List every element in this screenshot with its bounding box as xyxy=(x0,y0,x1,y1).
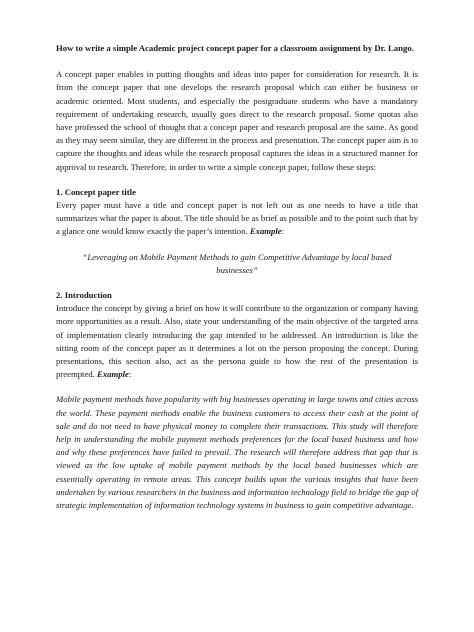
section-text: Introduce the concept by giving a brief on how it will contribute to the organization or company having more opportunities as a result. Also, state your understanding of the main objective of the targeted area of implementation clearly introducing the gap intended to be addressed. An introduction is like the sitting room of the concept paper as it determines a lot on the person proposing the concept. During presentations, this section also, act as the persona guide to how the rest of the presentation is preempted. xyxy=(56,303,418,380)
section-body-title xyxy=(56,199,418,239)
example-title-quote: “Leveraging on Mobile Payment Methods to gain Competitive Advantage by local based businesses” xyxy=(82,251,392,275)
section-text: Every paper must have a title and concept paper is not left out as one needs to have a title that summarizes what the paper is about. The title should be as brief as possible and to the point such that by a glance one would know exactly the paper’s intention. xyxy=(56,200,418,237)
section-body-introduction xyxy=(56,302,418,381)
section-heading-introduction: 2. Introduction xyxy=(56,290,112,301)
document-page xyxy=(56,42,418,524)
example-introduction-text: Mobile payment methods have popularity with big businesses operating in large towns and cities across the world. These payment methods enable the business customers to access their cash at the point of sale and do not need to have physical money to complete their transactions. This study will therefore help in understanding the mobile payment methods preferences for the local based business and how and why these preferences have failed to prevail. The research will therefore address that gap that is viewed as the low uptake of mobile payment methods by the local based businesses which are essentially operating in remote areas. This concept builds upon the various insights that have been undertaken by various researchers in the business and information technology field to bridge the gap of strategic implementation of information technology systems in business to gain competitive advantage. xyxy=(56,394,418,511)
section-title xyxy=(56,186,418,277)
example-colon: : xyxy=(128,369,132,380)
intro-paragraph: A concept paper enables in putting thoughts and ideas into paper for consideration for research. It is from the concept paper that one develops the research proposal which can either be business or academic oriented. Most students, and especially the postgraduate students who have a mandatory requirement of undertaking research, usually goes direct to the research proposal. Some quotas also have professed the school of thought that a concept paper and research proposal are the same. As good as they may seem similar, they are different in the process and presentation. The concept paper aim is to capture the thoughts and ideas while the research proposal captures the ideas in a structured manner for approval to research. Therefore, in order to write a simple concept paper, follow these steps: xyxy=(56,69,418,172)
example-label: Example xyxy=(97,369,129,380)
example-colon: : xyxy=(281,226,285,237)
section-heading-title: 1. Concept paper title xyxy=(56,186,136,197)
document-title: How to write a simple Academic project concept paper for a classroom assignment by Dr. Lango. xyxy=(56,43,414,53)
section-introduction xyxy=(56,289,418,512)
example-label: Example xyxy=(249,226,282,237)
